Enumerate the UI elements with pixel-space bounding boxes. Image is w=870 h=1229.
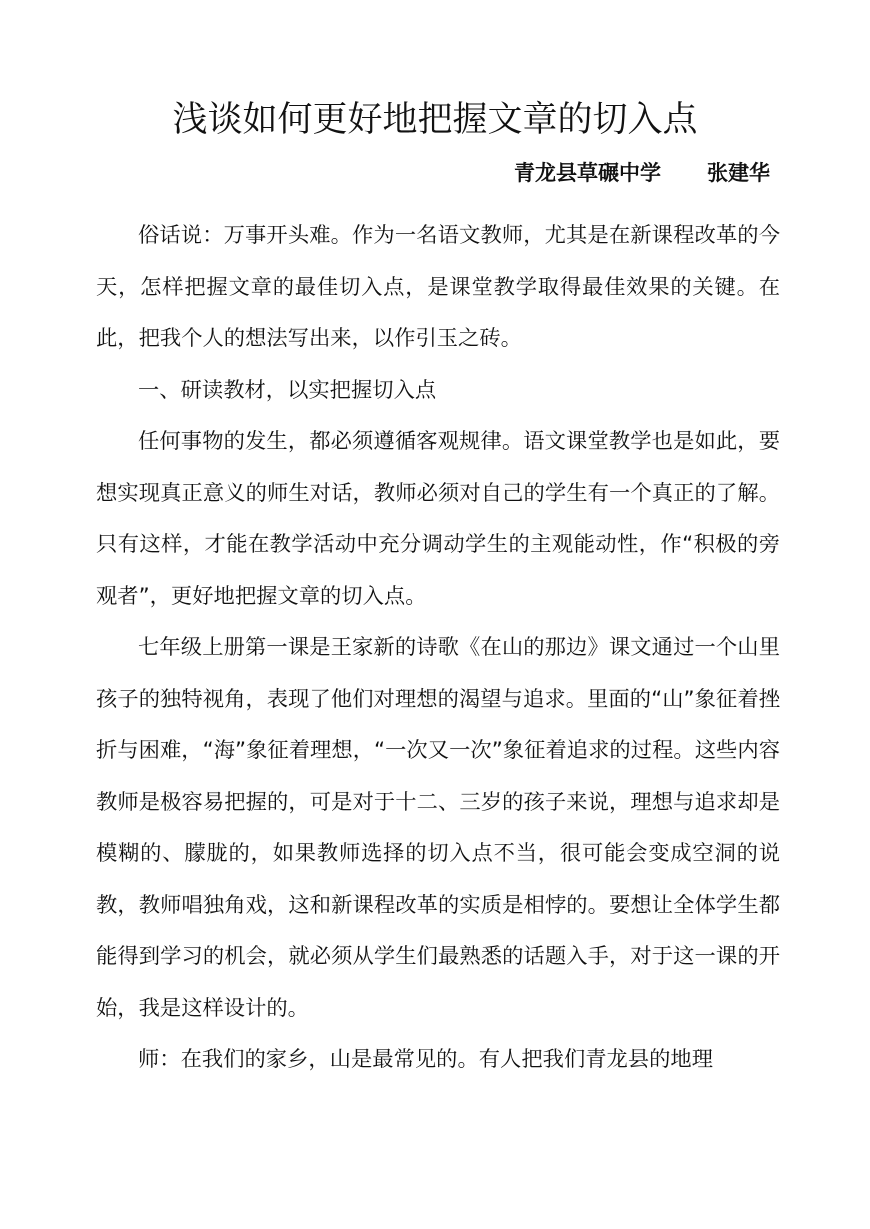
paragraph-intro: 俗话说：万事开头难。作为一名语文教师，尤其是在新课程改革的今天，怎样把握文章的最佳切入点，是课堂教学取得最佳效果的关键。在此，把我个人的想法写出来，以作引玉之砖。 [96,223,780,351]
paragraph-4: 师：在我们的家乡，山是最常见的。有人把我们青龙县的地理 [138,1047,714,1072]
section-heading-1: 一、研读教材，以实把握切入点 [138,377,437,403]
school-name: 青龙县草碾中学 [514,161,661,185]
author-byline [514,158,770,188]
document-body [96,210,780,1086]
author-name: 张建华 [707,161,770,185]
paragraph-2: 任何事物的发生，都必须遵循客观规律。语文课堂教学也是如此，要想实现真正意义的师生对话，教师必须对自己的学生有一个真正的了解。只有这样，才能在教学活动中充分调动学生的主观能动性，作“积极的旁观者”，更好地把握文章的切入点。 [96,429,780,609]
paragraph-3: 七年级上册第一课是王家新的诗歌《在山的那边》课文通过一个山里孩子的独特视角，表现了他们对理想的渴望与追求。里面的“山”象征着挫折与困难，“海”象征着理想，“一次又一次”象征着追求的过程。这些内容教师是极容易把握的，可是对于十二、三岁的孩子来说，理想与追求却是模糊的、朦胧的，如果教师选择的切入点不当，很可能会变成空洞的说教，教师唱独角戏，这和新课程改革的实质是相悖的。要想让全体学生都能得到学习的机会，就必须从学生们最熟悉的话题入手，对于这一课的开始，我是这样设计的。 [96,635,780,1021]
document-title: 浅谈如何更好地把握文章的切入点 [172,100,698,140]
